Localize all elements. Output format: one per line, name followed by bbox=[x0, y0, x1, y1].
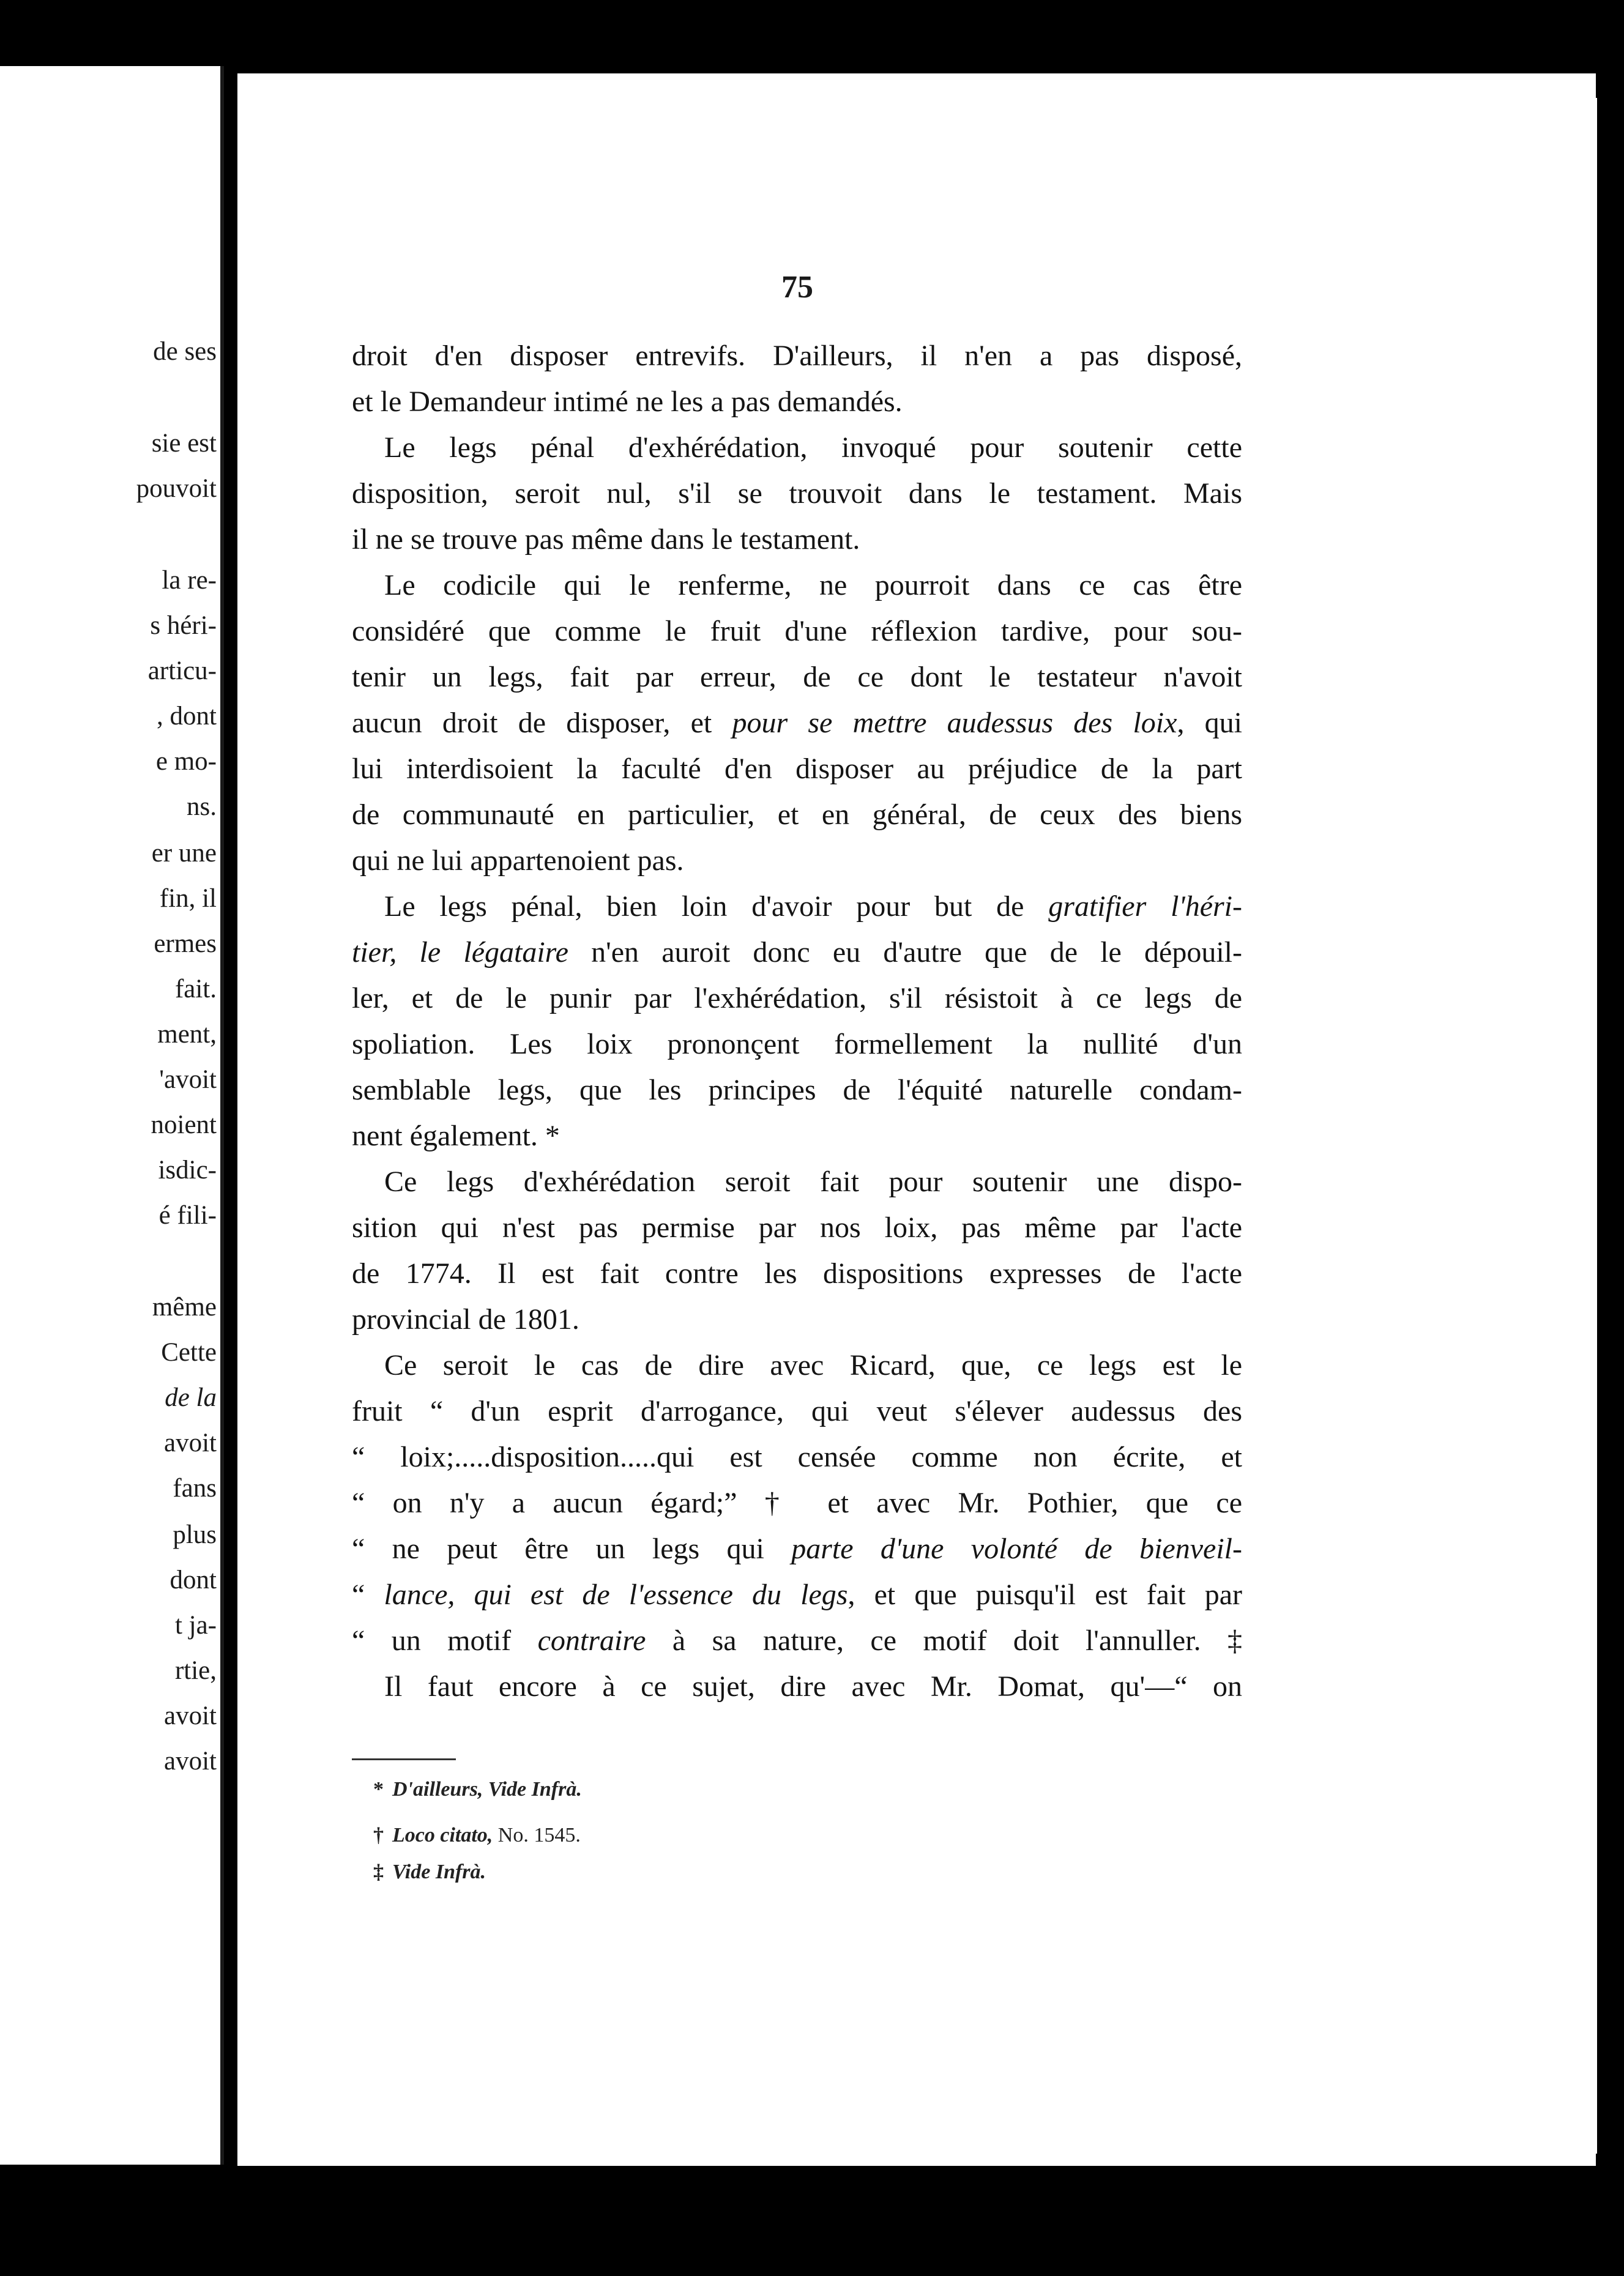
text-line: “ lance, qui est de l'essence du legs, et que puisqu'il est fait par bbox=[352, 1579, 1242, 1611]
italic-phrase: lance, qui est de l'essence du legs bbox=[384, 1579, 848, 1611]
text-line: et le Demandeur intimé ne les a pas demandés. bbox=[352, 385, 903, 418]
text-line: de 1774. Il est fait contre les dispositions expresses de l'acte bbox=[352, 1257, 1242, 1290]
left-line: la re- bbox=[162, 566, 217, 595]
italic-phrase: contraire bbox=[537, 1624, 646, 1657]
footnote-rule bbox=[352, 1758, 456, 1760]
left-line: , dont bbox=[157, 702, 217, 731]
text-line: spoliation. Les loix prononçent formellement la nullité d'un bbox=[352, 1028, 1242, 1060]
text-line: aucun droit de disposer, et pour se mettre audessus des loix, qui bbox=[352, 707, 1243, 739]
text-line: fruit “ d'un esprit d'arrogance, qui veut s'élever audessus des bbox=[352, 1395, 1242, 1427]
left-line: er une bbox=[151, 839, 217, 868]
left-line: articu- bbox=[147, 656, 217, 685]
left-line: pouvoit bbox=[136, 474, 217, 503]
left-line: fans bbox=[173, 1474, 217, 1503]
text-line: Il faut encore à ce sujet, dire avec Mr. Domat, qu'—“ on bbox=[384, 1670, 1242, 1703]
left-line: s héri- bbox=[150, 611, 217, 640]
left-line: e mo- bbox=[155, 747, 217, 776]
text-line: de communauté en particulier, et en général, de ceux des biens bbox=[352, 798, 1242, 831]
left-line: avoit bbox=[164, 1429, 217, 1457]
left-line: rtie, bbox=[174, 1656, 217, 1685]
left-line: de ses bbox=[153, 337, 217, 366]
italic-phrase: tier, le légataire bbox=[352, 936, 568, 969]
left-line: Cette bbox=[161, 1338, 217, 1367]
text-line: sition qui n'est pas permise par nos loix, pas même par l'acte bbox=[352, 1211, 1242, 1244]
text-line: qui ne lui appartenoient pas. bbox=[352, 844, 684, 877]
italic-phrase: gratifier l'héri- bbox=[1048, 890, 1242, 923]
text-line: il ne se trouve pas même dans le testament. bbox=[352, 523, 860, 556]
left-line: ermes bbox=[154, 929, 217, 958]
left-line: dont bbox=[169, 1566, 217, 1594]
italic-phrase: pour se mettre audessus des loix bbox=[732, 707, 1177, 739]
text-line: “ loix;.....disposition.....qui est censée comme non écrite, et bbox=[352, 1441, 1242, 1473]
left-line: même bbox=[152, 1293, 217, 1322]
left-line: avoit bbox=[164, 1701, 217, 1730]
text-line: Ce legs d'exhérédation seroit fait pour soutenir une dispo- bbox=[384, 1166, 1242, 1198]
text-line: tenir un legs, fait par erreur, de ce dont le testateur n'avoit bbox=[352, 661, 1242, 693]
text-line: Le codicile qui le renferme, ne pourroit dans ce cas être bbox=[384, 569, 1242, 601]
left-line: plus bbox=[173, 1520, 217, 1549]
text-line: droit d'en disposer entrevifs. D'ailleurs, il n'en a pas disposé, bbox=[352, 340, 1242, 372]
footnote: * D'ailleurs, Vide Infrà. bbox=[373, 1778, 582, 1801]
footnote: † Loco citato, No. 1545. bbox=[373, 1824, 581, 1846]
italic-phrase: parte d'une volonté de bienveil- bbox=[791, 1533, 1242, 1565]
left-line: ns. bbox=[187, 792, 217, 821]
left-line: noient bbox=[151, 1110, 217, 1139]
left-line: fait. bbox=[174, 975, 217, 1003]
text-line: Le legs pénal, bien loin d'avoir pour but de gratifier l'héri- bbox=[384, 890, 1242, 923]
text-line: “ ne peut être un legs qui parte d'une volonté de bienveil- bbox=[352, 1533, 1242, 1565]
text-line: disposition, seroit nul, s'il se trouvoit dans le testament. Mais bbox=[352, 477, 1242, 510]
text-line: provincial de 1801. bbox=[352, 1303, 579, 1336]
text-line: “ un motif contraire à sa nature, ce motif doit l'annuller. ‡ bbox=[352, 1624, 1243, 1657]
text-line: lui interdisoient la faculté d'en disposer au préjudice de la part bbox=[352, 753, 1242, 785]
left-line: 'avoit bbox=[159, 1065, 217, 1094]
text-line: nent également. * bbox=[352, 1120, 560, 1152]
text-line: Le legs pénal d'exhérédation, invoqué pour soutenir cette bbox=[384, 431, 1242, 464]
text-line: considéré que comme le fruit d'une réflexion tardive, pour sou- bbox=[352, 615, 1242, 647]
left-line: sie est bbox=[151, 429, 217, 458]
left-line: fin, il bbox=[159, 884, 217, 913]
page-number: 75 bbox=[781, 270, 813, 305]
text-line: semblable legs, que les principes de l'équité naturelle condam- bbox=[352, 1074, 1242, 1106]
previous-page-fragment bbox=[0, 66, 224, 2165]
text-line: “ on n'y a aucun égard;” † et avec Mr. Pothier, que ce bbox=[352, 1487, 1242, 1519]
left-line: t ja- bbox=[174, 1611, 217, 1640]
left-line: de la bbox=[165, 1383, 217, 1412]
left-line: é fili- bbox=[158, 1201, 217, 1230]
left-line: isdic- bbox=[158, 1156, 217, 1184]
footnote: ‡ Vide Infrà. bbox=[373, 1861, 486, 1883]
left-line: ment, bbox=[157, 1020, 217, 1049]
left-line: avoit bbox=[164, 1747, 217, 1776]
text-line: Ce seroit le cas de dire avec Ricard, que, ce legs est le bbox=[384, 1349, 1242, 1382]
text-line: ler, et de le punir par l'exhérédation, s'il résistoit à ce legs de bbox=[352, 982, 1242, 1014]
text-line: tier, le légataire n'en auroit donc eu d'autre que de le dépouil- bbox=[352, 936, 1242, 969]
